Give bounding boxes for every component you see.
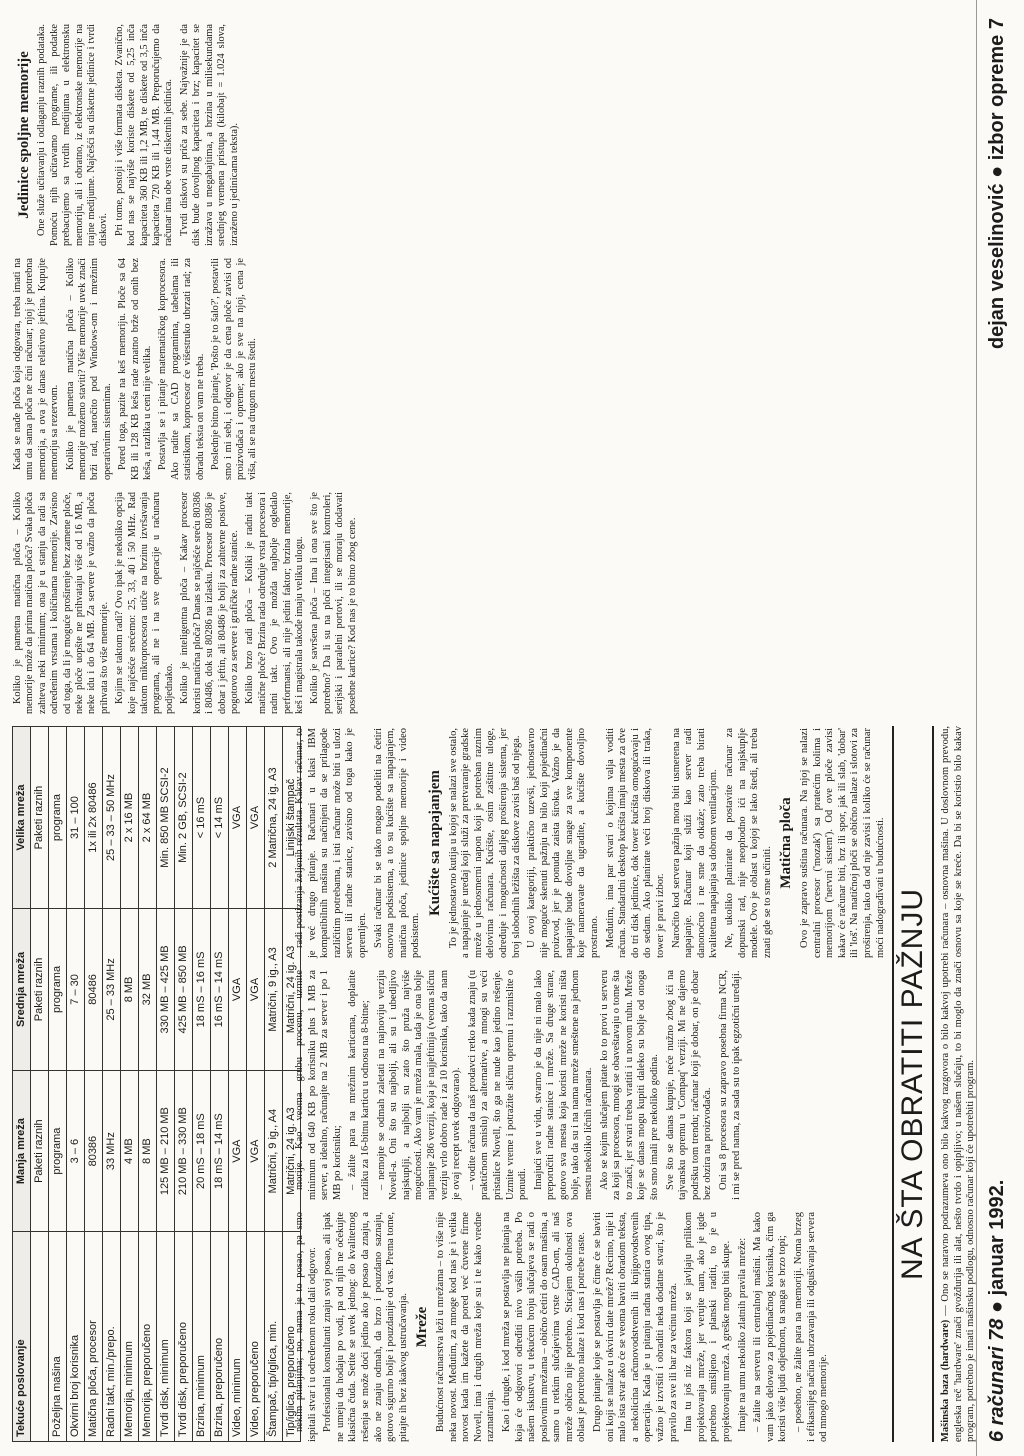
table-cell: 33 MHz — [103, 1070, 121, 1232]
table-cell: 25 – 33 MHz — [103, 909, 121, 1071]
table-cell: 3 – 6 — [67, 1070, 85, 1232]
table-header: Manja mreža — [13, 1070, 31, 1232]
table-cell: 8 MB — [121, 909, 139, 1071]
table-row — [157, 727, 175, 1442]
footer-page: 7 — [986, 18, 1008, 30]
table-row — [121, 727, 139, 1442]
table-cell: Memorija, preporučeno — [139, 1232, 157, 1442]
paragraph: Pri tome, postoji i više formata disketa. Zvanično, kod nas se najviše koriste diskete od 5,25 inča kapaciteta 360 KB ili 1,2 MB, te diskete od 3,5 inča kapaciteta 720 KB ili 1,44 MB. Preporučujemo da računar ima obe vrste disketnih jedinica. — [113, 24, 175, 246]
right-columns — [12, 24, 972, 714]
table-row — [49, 727, 67, 1442]
table-cell: programa — [49, 1070, 67, 1232]
right-page — [12, 14, 972, 714]
table-cell: 80386 — [85, 1070, 103, 1232]
section-title-jedinice: Jedinice spoljne memorije — [16, 51, 32, 219]
section-title-kuciste: Kućište sa napajanjem — [426, 770, 443, 916]
table-row — [247, 727, 265, 1442]
text-column-2 — [294, 970, 884, 1200]
table-cell: Memorija, minimum — [121, 1232, 139, 1442]
paragraph: Kojim se taktom radi? Ovo ipak je nekoliko opcija koje najčešće srećemo: 25, 33, 40 i 50 MHz. Rad taktom mikroprocesora utiče na brzinu izvršavanja programa, ali ne i na sve operacije u računaru podjednako. — [114, 492, 175, 714]
table-cell: 7 – 30 — [67, 909, 85, 1071]
paragraph: Budućnost računarstva leži u mrežama – to više nije neka novost. Međutim, za mnoge kod nas je i velika novost kada im kažete da pored već čuvene firme Novell, ima i drugih mreža koje su i te kako vredne razmatranja. — [434, 1212, 497, 1442]
table-cell: VGA — [229, 1070, 247, 1232]
footer-bullet: ● — [986, 1295, 1008, 1314]
table-cell: Okvirni broj korisnika — [67, 1232, 85, 1442]
left-page — [12, 725, 977, 1442]
table-row — [229, 727, 247, 1442]
table-cell: 4 MB — [121, 1070, 139, 1232]
section-title-mreze: Mreže — [414, 1306, 431, 1348]
text-column-5 — [12, 258, 972, 480]
paragraph: Ne, ukoliko planirate da postavite računar za dopunski rad, nije neophodno ići na najskuplje modele. Ovo je oblast u kojoj se lako štedi, ali treba znati gde se to sme učiniti. — [724, 728, 773, 958]
table-row — [175, 727, 193, 1442]
table-header: Velika mreža — [13, 727, 31, 909]
table-body — [49, 727, 301, 1442]
text-column-3 — [294, 728, 884, 958]
table-cell: Tvrdi disk, minimum — [157, 1232, 175, 1442]
table-cell: 18 mS – 14 mS — [211, 1070, 229, 1232]
table-cell: 31 – 100 — [67, 727, 85, 909]
table-cell: 210 MB – 330 MB — [175, 1070, 193, 1232]
paragraph: Poslednje bitno pitanje, 'Pošto je to šalo?', postavili smo i mi sebi, i odgovor je da cena ploče zavisi od proizvođača i opreme; ako je sve na njoj, cena je viša, ali se na drugom mestu štedi. — [210, 258, 259, 480]
table-cell: VGA — [229, 727, 247, 909]
paragraph: Tvrdi diskovi su priča za sebe. Najvažnije je da disk bude dovoljnog kapaciteta i brz; kapacitet se izražava u megabajtima, a brzina u milisekundama srednjeg vremena pristupa (kilobajt = 1.024 slova, izraženo u jedinicama teksta). — [178, 24, 240, 246]
footer-right — [986, 18, 1009, 349]
paragraph: U ovoj kategoriji, praktično uzevši, jednostavno nije moguće skenuti pažnju na bilo koji pojedinačni proizvod, jer je ponuda zaista široka. Važno je da napajanje bude dovoljne snage za sve komponente koje nameravate da ugradite, a kućište dovoljno prostrano. — [526, 728, 601, 958]
table-cell: 425 MB – 850 MB — [175, 909, 193, 1071]
table-cell: Brzina, minimum — [193, 1232, 211, 1442]
list-item: – žalite para na mrežnim karticama, doplatite razliku za 16-bitnu karticu u odnosu na 8-bitne; — [347, 970, 371, 1200]
requirements-table — [12, 726, 301, 1442]
table-row — [67, 727, 85, 1442]
table-subheader: Paketi raznih — [31, 1070, 49, 1232]
list-item: – vodite računa da naš prodavci retko kada znaju (u praktičnom smislu) za alternative, a mnogi su veći pristalice Novell, što ga ne nude kao jedino rešenje. Uzmite vreme i potražite sličnu opremu i razmislite o ponudi. — [466, 970, 529, 1200]
table-row — [103, 727, 121, 1442]
table-cell: Poželjna mašina — [49, 1232, 67, 1442]
paragraph: One služe učitavanju i odlaganju raznih podataka. Pomoću njih učitavamo programe, ili podatke prebacujemo sa tvrdih medijuma u elektronsku memoriju, ali i obratno, iz elektronske memorije na trajne medijume. Najčešći su disketne jedinice i tvrdi diskovi. — [36, 24, 110, 246]
table-cell: < 16 mS — [193, 727, 211, 909]
footer-rule — [976, 0, 977, 1456]
table-cell: Min. 2 GB, SCSI-2 — [175, 727, 193, 909]
paragraph: Profesionalni konsultanti znaju svoj posao, ali ipak ne umeju da hodaju po vodi, pa od njih ne očekujte klasična čuda. Setite se uvek jednog: do kvalitetnog rešenja se može doći jedino ako je posao da znaju, a ako ne znaju odmah, da brzo i pouzdano saznaju, gotovo sigurno bolje i pouzdanije od vas. Prema tome, pitajte ih bez ikakvog ustručavanja. — [322, 1212, 409, 1442]
paragraph: Pored toga, pazite na keš memoriju. Ploče sa 64 KB ili 128 KB keša rade znatno brže od onih bez keša, a razlika u ceni nije velika. — [117, 258, 154, 480]
table-cell: VGA — [247, 909, 265, 1071]
paragraph: Ima tu još niz faktora koji se javljaju prilikom projektovanja mreže, jer verujte nam, ako je igde potrebno smišljeno i planski raditi, to je u projektovanju mreža. A greške mogu biti skupe. — [683, 1212, 732, 1442]
table-cell: 2 Matrična, 24 ig. A3 — [265, 727, 283, 909]
table-cell: Matična ploča, procesor — [85, 1232, 103, 1442]
table-cell: Tvrdi disk, preporučeno — [175, 1232, 193, 1442]
table-row — [193, 727, 211, 1442]
table-cell: Video, minimum — [229, 1232, 247, 1442]
footer-author: dejan veselinović — [986, 183, 1008, 350]
table-cell: 32 MB — [139, 909, 157, 1071]
footer-bullet: ● — [986, 160, 1008, 178]
paragraph: To je jednostavno kutija u kojoj se nalazi sve ostalo, a napajanje je uređaj koji služi za pretvaranje gradske mreže u jednosmerni napon koji je potreban raznim delovima računara. Kućište, osim zaštitne uloge, određuje i mogućnosti daljeg proširenja sistema, jer broj slobodnih ležišta za diskove zavisi baš od njega. — [447, 728, 522, 958]
table-cell: 80486 — [85, 909, 103, 1071]
paragraph: Koliko je pametna matična ploča – Koliko memorije može da prima matična ploča? Svaka ploča zahteva neki minimum; ona je u stanju da radi sa određenim vrstama i količinama memorije. Zavisno od toga, da li je moguće proširenje bez zamene ploče, neke ploče uopšte ne prihvataju više od 16 MB, a neke idu i do 64 MB. Za servere je važno da ploča prihvata što više memorije. — [12, 492, 110, 714]
table-cell: 8 MB — [139, 1070, 157, 1232]
table-cell: VGA — [247, 1070, 265, 1232]
table-cell: 20 mS – 18 mS — [193, 1070, 211, 1232]
table-cell: Štampač, tip/iglica, min. — [265, 1232, 283, 1442]
text-column-1 — [294, 1212, 884, 1442]
table-cell: Matrični, 9 ig., A3 — [265, 909, 283, 1071]
table-row — [265, 727, 283, 1442]
text-column-4 — [12, 492, 972, 714]
table-cell: 1x ili 2x 80486 — [85, 727, 103, 909]
table-cell: Matrični, 9 ig., A4 — [265, 1070, 283, 1232]
table-cell: 125 MB – 210 MB — [157, 1070, 175, 1232]
table-cell: Brzina, preporučeno — [211, 1232, 229, 1442]
table-cell — [31, 1232, 49, 1442]
text-column-6 — [12, 24, 972, 246]
table-cell: programa — [49, 909, 67, 1071]
paragraph: nekim pitanjima; no, nama je to posao, pa smo ispitali stvar i u određenom roku dali odgovor. — [294, 1212, 318, 1442]
paragraph: Koliko je pametna matična ploča – Koliko memorije možemo staviti? Više memorije uvek znači brži rad, naročito pod Windows-om i mrežnim operativnim sistemima. — [64, 258, 113, 480]
paragraph: Naročito kod servera pažnja mora biti usmerena na napajanje. Računar koji služi kao server radi danonoćno i ne sme da otkaže; zato treba birati kvalitetna napajanja sa dobrom ventilacijom. — [670, 728, 720, 958]
paragraph: morije. Kao veoma grubu procenu, uzmite minimum od 640 KB po korisniku plus 1 MB za server, a idealno, računajte na 2 MB za server i po 1 MB po korisniku; — [294, 970, 343, 1200]
paragraph: Ovo je zapravo suština računara. Na njoj se nalazi centralni procesor ('mozak') sa pratećim kolima i memorijom ('nervni sistem'). Od ove ploče zavisi kakav će računar biti, brz ili spor, jak ili slab, 'dobar' ili 'loš'. Na matičnoj ploči se obično nalaze i slotovi za proširenja, tako da od nje zavisi i koliko će se računar moći nadograđivati u budućnosti. — [798, 728, 886, 958]
paragraph: Koliko je inteligentna ploča – Kakav procesor koristi matična ploča? Danas se najčešće sreću 80386 i 80486, dok su 80286 na izlasku. Procesor 80386 je dobar i jeftin, ali 80486 je bolji za zahtevne poslove, pogotovo za servere i grafičke radne stanice. — [179, 492, 240, 714]
paragraph: Oni sa 8 procesora su zapravo posebna firma NCR, i mi se pred nama, za sada su to ipak egzotični uređaji. — [718, 970, 742, 1200]
table-row — [85, 727, 103, 1442]
paragraph: radi postizanja željenih rezultata. Kakav računar, to je već drugo pitanje. Računari u klasi IBM kompatibilnih mašina su načinjeni da se prilagode različitim potrebama, i isti računar može biti u ulozi servera ili radne stanice, zavisno od toga kako je opremljen. — [294, 728, 368, 958]
paragraph: Međutim, ima par stvari o kojima valja voditi računa. Standardni desktop kućišta imaju mesta za dve do tri disk jedinice, dok tower kućišta omogućavaju i do sedam. Ako planirate veći broj diskova ili traka, tower je pravi izbor. — [604, 728, 667, 958]
table-cell: < 14 mS — [211, 727, 229, 909]
left-columns — [294, 728, 884, 1442]
paragraph: Imajte na umu nekoliko zlatnih pravila mreže: — [736, 1237, 748, 1432]
list-item: – žalite na serveru ili centralnoj mašini. Ma kako vam jako delovao za pojedinačnog korisnika, čim ga koristi više ljudi odjednom, ta snaga se brzo topi; — [752, 1212, 789, 1442]
paragraph: Drugo pitanje koje se postavlja je čime će se baviti oni koji se nalaze u okviru date mreže? Recimo, nije li malo ista stvar ako će se veoma baviti obradom teksta, a nekolicina računovodstvenih ili knjigovodstvenih operacija. Kada je u pitanju radna stanica ovog tipa, važno je izvršiti i obraditi neka dodatne stvari, što je pravilo za sve ili bar za većinu mreža. — [592, 1212, 679, 1442]
table-cell: 18 mS – 16 mS — [193, 909, 211, 1071]
paragraph: Sve što se danas kupuje, neće nužno zbog ići na tajvansku opremu u 'Compaq' verziji. Mi ne dajemo podršku tom trendu; računar koji je dobar, on je dobar bez obzira na proizvođača. — [664, 970, 714, 1200]
table-cell: 2 x 16 MB — [121, 727, 139, 909]
hardware-intro: Mašinska baza (hardware) — Ono se naravno podrazumeva ono bilo kakvog razgovora o bilo kakvoj upotrebi računara – osnovna mašina. U doslovnom prevodu, engleska reč 'hardware' znači gvožđurija ili alat, nešto tvrdo i opipljivo; u našem slučaju, to bi moglo da znači osnovu sa koje se kreće. Da bi se koristio bilo kakav program, potrebno je imati mašinsku podlogu, odnosno računar koji će upotrebiti program. — [940, 725, 977, 1442]
hardware-title: Mašinska baza (hardware) — [940, 1319, 951, 1442]
list-item: – posebno, ne žalite para na memoriji. Noma brzeg i efikasnijeg načina ubrzavanja ili odgušivanja servera od mnogo memorije. — [792, 1212, 830, 1442]
paragraph: Ako se kojim slučajem pitate ko to provi u serveru za koji sa procesora, mnogi se obaveštavaju o tome šta to znači, jer stvari treba vratiti i u novom ruhu. Mreže koje se danas mogu kupiti daleko su bolje od onoga što smo imali pre nekoliko godina. — [598, 970, 661, 1200]
table-row — [139, 727, 157, 1442]
table-subheader: Paketi raznih — [31, 727, 49, 909]
footer-section: izbor opreme — [986, 34, 1008, 161]
table-cell: VGA — [247, 727, 265, 909]
table-subheader: Paketi raznih — [31, 909, 49, 1071]
table-row — [211, 727, 229, 1442]
list-item: – nemojte se odmah zaletati na najnoviju verziju Novell-a. Oni što su najbolji, ali su i ubedljivo najskuplji, a najbolji su zato što pruža najviše mogućnosti. Ako vam je mreža mala, tada je ona bolje najmanje 286 verziji, koja je najjeftinija (veoma sličnu verziju vrlo dobro rade i za 10 korisnika, tako da nam je ovaj recept uvek odgovarao). — [375, 970, 463, 1200]
table-cell: Tip/iglica, preporučeno — [283, 1232, 301, 1442]
paragraph: Postavlja se i pitanje matematičkog koprocesora. Ako radite sa CAD programima, tabelama ili statistikom, koprocesor će višestruko ubrzati rad; za obradu teksta on vam ne treba. — [157, 258, 206, 480]
section-title-maticna: Matična ploča — [778, 797, 795, 889]
table-cell: 2 x 64 MB — [139, 727, 157, 909]
table-cell: VGA — [229, 909, 247, 1071]
paragraph: Svaki računar bi se tako mogao podeliti na četiri osnovna podsistema, a to su kućište sa napajanjem, matična ploča, jedinice spoljne memorije i video podsistem. — [372, 728, 422, 958]
table-header: Tekuće poslovanje — [13, 1232, 31, 1442]
table-cell: 25 – 33 – 50 MHz — [103, 727, 121, 909]
table-header: Srednja mreža — [13, 909, 31, 1071]
table-cell: Min. 850 MB SCSI-2 — [157, 727, 175, 909]
table-cell: Linijski štampač — [283, 727, 301, 909]
banner-title: NA ŠTA OBRATITI PAŽNJU — [892, 726, 934, 1442]
table-cell: 16 mS – 14 mS — [211, 909, 229, 1071]
table-cell: 330 MB – 425 MB — [157, 909, 175, 1071]
paragraph: Koliko brzo radi ploča – Koliki je radni takt matične ploče? Brzina rada određuje vrsta procesora i radni takt. Ovo je možda najbolje ogledalo performansi, ali nije jedini faktor; brzina memorije, keš i magistrala takođe imaju veliku ulogu. — [244, 492, 305, 714]
table-cell: Video, preporučeno — [247, 1232, 265, 1442]
table-cell: Matrični, 24 ig. A3 — [283, 909, 301, 1071]
hardware-text: Ono se naravno podrazumeva ono bilo kakvog razgovora o bilo kakvoj upotrebi računara – osnovna mašina. U doslovnom prevodu, engleska reč 'hardware' znači gvožđurija ili alat, nešto tvrdo i opipljivo; u našem slučaju, to bi moglo da znači osnovu sa koje se kreće. Da bi se koristio bilo kakav program, potrebno je imati mašinsku podlogu, odnosno računar koji će upotrebiti program. — [940, 725, 977, 1442]
table-cell: Radni takt, min./prepo. — [103, 1232, 121, 1442]
table-cell: Matrični, 24 ig. A3 — [283, 1070, 301, 1232]
paragraph: Imajući sve u vidu, stvarno je da nije ni malo lako preporučiti radne stanice i mreže. Sa druge strane, gotovo sva mesta koja koristi mreže ne koristi ništa bolje, tako da su i na nama mreže smeštene na jednom mestu nekoliko ličnih računara. — [532, 970, 595, 1200]
footer-date: januar 1992. — [986, 1179, 1008, 1296]
paragraph: Kao i drugde, i kod mreža se postavlja ne pitanja na koja će odgovori određiti nivo vaših potreba. Po našem iskustvu, u tekućem broju slučajeva se radi o poslovnim mrežama – obično četiri do osam mašina, a samo u retkim slučajevima vrste CAD-om, ali naš mreže obično nije potrebno. Sticajem okolnosti ova oblast je potrebno nalaze i kod nas i potrebe raste. — [500, 1212, 588, 1442]
footer-issue: 6 računari 78 — [986, 1318, 1008, 1442]
paragraph: Kada se nađe ploča koja odgovara, treba imati na umu da sama ploča ne čini računar; njoj je potrebna memorija, a ova je danas relativno jeftina. Kupujte memoriju sa rezervom. — [12, 258, 61, 480]
paragraph: Koliko je savršena ploča – Ima li ona sve što je potrebno? Da li su na ploči integrisani kontroleri, serijski i paralelni portovi, ili se moraju dodavati posebne kartice? Kod nas je to bitno zbog cene. — [309, 492, 358, 714]
footer-left — [986, 1180, 1009, 1442]
table-cell: programa — [49, 727, 67, 909]
